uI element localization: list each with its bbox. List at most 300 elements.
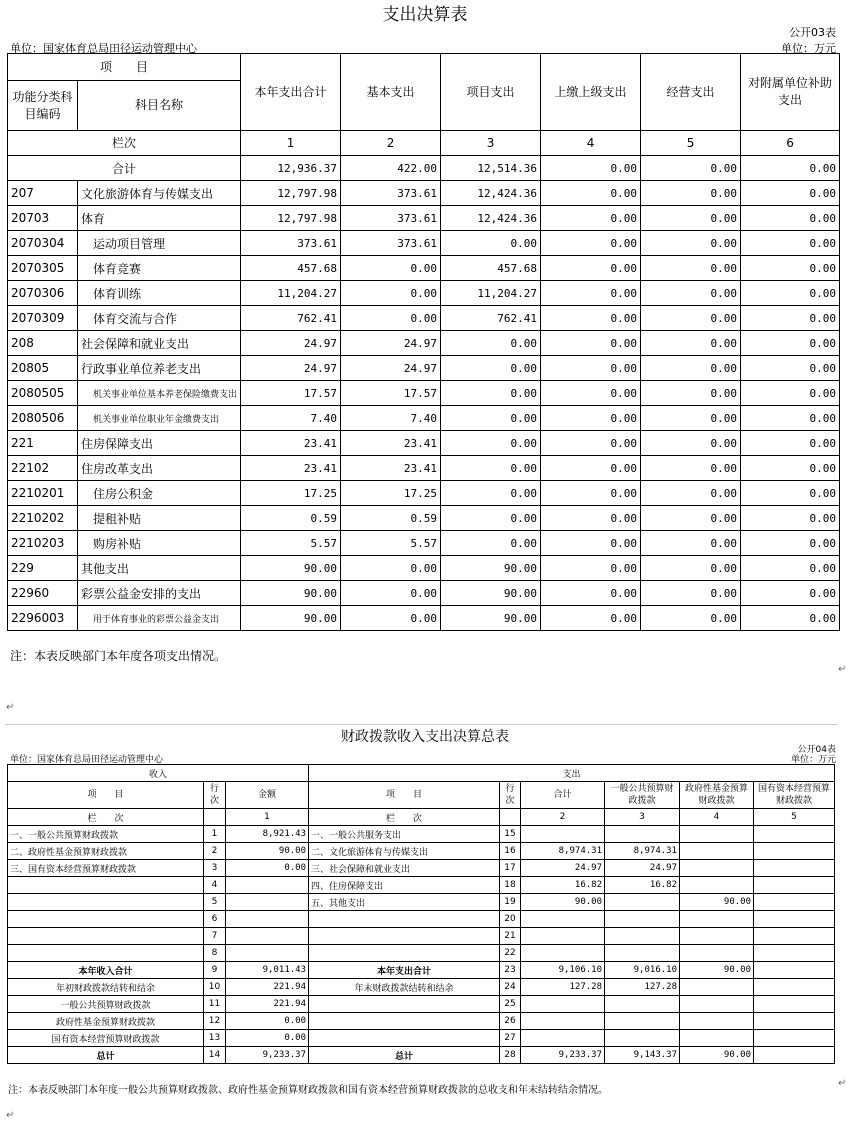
income-amount-cell: 9,233.37 [226,1047,309,1064]
table-row [8,581,840,606]
total-cell: 127.28 [521,979,605,996]
amount-cell: 90.00 [441,606,541,631]
amount-cell: 0.00 [541,531,641,556]
income-item-cell: 总计 [8,1047,204,1064]
amount-cell: 0.00 [641,181,741,206]
gov-fund-cell: 90.00 [680,962,754,979]
table-row [8,356,840,381]
expense-item-cell [309,911,500,928]
line-number-cell: 2 [204,843,226,860]
line-number-cell: 17 [500,860,521,877]
amount-cell: 0.00 [441,356,541,381]
income-item-cell [8,877,204,894]
amount-cell: 457.68 [441,256,541,281]
subject-name-cell: 机关事业单位职业年金缴费支出 [78,406,241,431]
expense-item-cell: 年末财政拨款结转和结余 [309,979,500,996]
amount-cell: 0.00 [541,181,641,206]
lanci-label: 栏 次 [8,809,204,826]
amount-cell: 90.00 [241,606,341,631]
amount-cell: 90.00 [441,581,541,606]
line-number-cell: 16 [500,843,521,860]
state-capital-cell [754,928,835,945]
table-row [8,979,835,996]
amount-cell: 0.00 [541,381,641,406]
total-cell: 0.00 [641,156,741,181]
line-number-cell: 18 [500,877,521,894]
amount-cell: 0.00 [741,456,840,481]
amount-cell: 0.00 [641,531,741,556]
total-cell: 422.00 [341,156,441,181]
line-number-cell: 22 [500,945,521,962]
amount-cell: 0.00 [541,481,641,506]
table-row [8,843,835,860]
income-item-cell: 一、一般公共预算财政拨款 [8,826,204,843]
table-row [8,928,835,945]
amount-cell: 0.00 [541,331,641,356]
income-item-cell [8,928,204,945]
amount-cell: 17.57 [341,381,441,406]
general-budget-cell: 16.82 [605,877,680,894]
gov-fund-cell [680,979,754,996]
line-number-cell: 5 [204,894,226,911]
func-code-cell: 2210202 [8,506,78,531]
paragraph-mark: ↵ [6,702,15,713]
subject-name-cell: 体育 [78,206,241,231]
table-row [8,826,835,843]
table-row [8,331,840,356]
expense-item-cell: 五、其他支出 [309,894,500,911]
amount-cell: 0.00 [541,406,641,431]
table-row [8,1030,835,1047]
total-cell [521,826,605,843]
func-code-cell: 207 [8,181,78,206]
subject-name-cell: 提租补贴 [78,506,241,531]
amount-cell: 17.25 [341,481,441,506]
amount-cell: 0.00 [641,381,741,406]
expense-item-cell [309,996,500,1013]
income-amount-cell [226,945,309,962]
header-col: 上缴上级支出 [541,54,641,131]
gov-fund-cell [680,996,754,1013]
table2-note: 注：本表反映部门本年度一般公共预算财政拨款、政府性基金预算财政拨款和国有资本经营预算财政拨款的总收支和年末结转结余情况。 [8,1085,608,1096]
header-col: 对附属单位补助支出 [741,54,840,131]
subject-name-cell: 购房补贴 [78,531,241,556]
total-cell: 0.00 [541,156,641,181]
amount-cell: 373.61 [341,231,441,256]
table-row [8,431,840,456]
amount-cell: 0.00 [541,356,641,381]
line-number-cell: 21 [500,928,521,945]
expense-item-cell [309,945,500,962]
amount-cell: 0.00 [741,256,840,281]
total-cell [521,945,605,962]
table-row [8,531,840,556]
income-amount-cell [226,877,309,894]
state-capital-cell [754,826,835,843]
gov-fund-cell [680,860,754,877]
func-code-cell: 2070309 [8,306,78,331]
amount-cell: 5.57 [341,531,441,556]
unit-label: 单位：国家体育总局田径运动管理中心 [10,42,197,55]
gov-fund-cell [680,843,754,860]
amount-cell: 23.41 [241,431,341,456]
general-budget-cell: 127.28 [605,979,680,996]
amount-cell: 0.00 [641,431,741,456]
func-code-cell: 2080506 [8,406,78,431]
col-number: 5 [754,809,835,826]
amount-cell: 762.41 [241,306,341,331]
amount-cell: 12,797.98 [241,206,341,231]
income-item-cell: 本年收入合计 [8,962,204,979]
amount-cell: 373.61 [341,181,441,206]
expense-item-cell: 一、一般公共服务支出 [309,826,500,843]
table-row [8,556,840,581]
func-code-cell: 2070306 [8,281,78,306]
expense-item-cell: 四、住房保障支出 [309,877,500,894]
amount-cell: 24.97 [241,356,341,381]
amount-cell: 0.00 [541,456,641,481]
amount-cell: 457.68 [241,256,341,281]
income-item-cell: 年初财政拨款结转和结余 [8,979,204,996]
amount-cell: 0.00 [641,256,741,281]
header-general: 一般公共预算财政拨款 [605,782,680,809]
header-item: 项 目 [309,782,500,809]
func-code-cell: 229 [8,556,78,581]
header-col: 本年支出合计 [241,54,341,131]
amount-cell: 0.00 [541,306,641,331]
amount-cell: 12,424.36 [441,206,541,231]
line-number-cell: 24 [500,979,521,996]
total-cell: 9,106.10 [521,962,605,979]
func-code-cell: 2070304 [8,231,78,256]
amount-cell: 0.00 [641,606,741,631]
gov-fund-cell: 90.00 [680,1047,754,1064]
amount-cell: 0.00 [541,581,641,606]
amount-cell: 0.00 [441,531,541,556]
amount-cell: 0.00 [741,581,840,606]
func-code-cell: 2210201 [8,481,78,506]
amount-cell: 5.57 [241,531,341,556]
amount-cell: 24.97 [341,356,441,381]
table-row [8,894,835,911]
subject-name-cell: 其他支出 [78,556,241,581]
state-capital-cell [754,979,835,996]
table-row [8,181,840,206]
amount-cell: 24.97 [241,331,341,356]
table-row [8,911,835,928]
general-budget-cell [605,826,680,843]
gov-fund-cell [680,928,754,945]
general-budget-cell: 8,974.31 [605,843,680,860]
subject-name-cell: 住房改革支出 [78,456,241,481]
gov-fund-cell [680,911,754,928]
amount-cell: 0.00 [441,456,541,481]
amount-cell: 0.00 [641,581,741,606]
table-row [8,996,835,1013]
state-capital-cell [754,894,835,911]
general-budget-cell: 24.97 [605,860,680,877]
income-item-cell: 国有资本经营预算财政拨款 [8,1030,204,1047]
table-row [8,945,835,962]
amount-cell: 90.00 [241,556,341,581]
income-amount-cell: 9,011.43 [226,962,309,979]
subject-name-cell: 文化旅游体育与传媒支出 [78,181,241,206]
subject-name-cell: 体育训练 [78,281,241,306]
header-item: 项 目 [8,54,241,81]
func-code-cell: 221 [8,431,78,456]
amount-cell: 0.00 [741,556,840,581]
table-row [8,1047,835,1064]
line-number-cell: 26 [500,1013,521,1030]
amount-cell: 0.00 [741,281,840,306]
header-gov-fund: 政府性基金预算财政拨款 [680,782,754,809]
general-budget-cell [605,911,680,928]
expense-item-cell [309,928,500,945]
lanci-label: 栏 次 [309,809,500,826]
gov-fund-cell [680,826,754,843]
line-number-cell: 11 [204,996,226,1013]
line-number-cell: 7 [204,928,226,945]
amount-cell: 0.59 [341,506,441,531]
total-row [8,156,840,181]
func-code-cell: 20703 [8,206,78,231]
currency-unit-label: 单位：万元 [781,42,836,55]
amount-cell: 0.00 [441,406,541,431]
line-number-cell: 6 [204,911,226,928]
income-item-cell: 一般公共预算财政拨款 [8,996,204,1013]
amount-cell: 0.00 [341,306,441,331]
table-row [8,406,840,431]
subject-name-cell: 机关事业单位基本养老保险缴费支出 [78,381,241,406]
income-amount-cell: 221.94 [226,979,309,996]
amount-cell: 12,797.98 [241,181,341,206]
state-capital-cell [754,911,835,928]
header-col: 基本支出 [341,54,441,131]
amount-cell: 0.00 [541,556,641,581]
amount-cell: 0.00 [741,306,840,331]
amount-cell: 0.00 [641,556,741,581]
func-code-cell: 2070305 [8,256,78,281]
line-number-cell: 25 [500,996,521,1013]
amount-cell: 0.00 [641,281,741,306]
income-amount-cell: 0.00 [226,860,309,877]
income-amount-cell [226,894,309,911]
state-capital-cell [754,877,835,894]
amount-cell: 0.59 [241,506,341,531]
total-label: 合计 [8,156,241,181]
table-row [8,306,840,331]
line-number-cell: 28 [500,1047,521,1064]
income-amount-cell: 0.00 [226,1030,309,1047]
header-state-capital: 国有资本经营预算财政拨款 [754,782,835,809]
paragraph-mark: ↵ [838,664,847,675]
amount-cell: 0.00 [541,256,641,281]
amount-cell: 0.00 [341,281,441,306]
func-code-cell: 20805 [8,356,78,381]
func-code-cell: 22102 [8,456,78,481]
header-amount: 金额 [226,782,309,809]
amount-cell: 90.00 [241,581,341,606]
amount-cell: 17.25 [241,481,341,506]
gov-fund-cell [680,1013,754,1030]
line-number-cell: 20 [500,911,521,928]
expense-item-cell [309,1030,500,1047]
general-budget-cell [605,1030,680,1047]
header-col: 项目支出 [441,54,541,131]
subject-name-cell: 体育竞赛 [78,256,241,281]
total-cell: 16.82 [521,877,605,894]
amount-cell: 373.61 [241,231,341,256]
amount-cell: 0.00 [341,256,441,281]
line-number-cell: 15 [500,826,521,843]
amount-cell: 0.00 [641,206,741,231]
subject-name-cell: 体育交流与合作 [78,306,241,331]
fiscal-summary-table [7,764,835,1064]
line-number-cell: 1 [204,826,226,843]
state-capital-cell [754,843,835,860]
amount-cell: 0.00 [541,606,641,631]
gov-fund-cell [680,1030,754,1047]
amount-cell: 0.00 [541,431,641,456]
currency-unit-label: 单位：万元 [790,755,836,765]
income-amount-cell: 90.00 [226,843,309,860]
income-amount-cell: 8,921.43 [226,826,309,843]
general-budget-cell [605,894,680,911]
line-number-cell: 23 [500,962,521,979]
amount-cell: 11,204.27 [441,281,541,306]
col-number: 2 [521,809,605,826]
total-cell [521,1013,605,1030]
expense-item-cell: 三、社会保障和就业支出 [309,860,500,877]
table-row [8,381,840,406]
header-item: 项 目 [8,782,204,809]
general-budget-cell: 9,016.10 [605,962,680,979]
expense-item-cell: 总计 [309,1047,500,1064]
amount-cell: 0.00 [741,481,840,506]
amount-cell: 90.00 [441,556,541,581]
income-amount-cell [226,911,309,928]
income-item-cell: 二、政府性基金预算财政拨款 [8,843,204,860]
total-cell [521,1030,605,1047]
amount-cell: 17.57 [241,381,341,406]
func-code-cell: 22960 [8,581,78,606]
amount-cell: 0.00 [341,556,441,581]
line-number-cell: 27 [500,1030,521,1047]
header-total: 合计 [521,782,605,809]
state-capital-cell [754,860,835,877]
amount-cell: 23.41 [341,456,441,481]
line-number-cell: 8 [204,945,226,962]
table1-note: 注：本表反映部门本年度各项支出情况。 [10,649,227,663]
col-number: 4 [541,131,641,156]
amount-cell: 0.00 [441,506,541,531]
total-cell: 90.00 [521,894,605,911]
total-cell: 8,974.31 [521,843,605,860]
amount-cell: 0.00 [741,431,840,456]
amount-cell: 0.00 [441,431,541,456]
table-row [8,860,835,877]
amount-cell: 0.00 [641,481,741,506]
state-capital-cell [754,1047,835,1064]
amount-cell: 11,204.27 [241,281,341,306]
subject-name-cell: 住房保障支出 [78,431,241,456]
amount-cell: 0.00 [341,581,441,606]
amount-cell: 0.00 [741,406,840,431]
line-number-cell: 12 [204,1013,226,1030]
amount-cell: 0.00 [341,606,441,631]
expense-item-cell [309,1013,500,1030]
amount-cell: 0.00 [641,231,741,256]
general-budget-cell: 9,143.37 [605,1047,680,1064]
income-amount-cell [226,928,309,945]
table-row [8,877,835,894]
table-row [8,1013,835,1030]
general-budget-cell [605,996,680,1013]
page-divider [5,724,837,725]
amount-cell: 0.00 [741,506,840,531]
col-number: 1 [226,809,309,826]
total-cell: 9,233.37 [521,1047,605,1064]
total-cell [521,911,605,928]
header-col: 经营支出 [641,54,741,131]
header-subject-name: 科目名称 [78,81,241,131]
income-item-cell: 三、国有资本经营预算财政拨款 [8,860,204,877]
page-title-fiscal-summary: 财政拨款收入支出决算总表 [341,729,509,745]
income-header: 收入 [8,765,309,782]
page-title-expenditure: 支出决算表 [382,5,468,25]
table-row [8,206,840,231]
line-number-cell: 9 [204,962,226,979]
amount-cell: 373.61 [341,206,441,231]
amount-cell: 0.00 [541,281,641,306]
func-code-cell: 2296003 [8,606,78,631]
amount-cell: 0.00 [641,506,741,531]
gov-fund-cell [680,877,754,894]
total-cell: 12,936.37 [241,156,341,181]
income-amount-cell: 0.00 [226,1013,309,1030]
state-capital-cell [754,962,835,979]
amount-cell: 0.00 [741,231,840,256]
total-cell [521,928,605,945]
col-number: 6 [741,131,840,156]
amount-cell: 0.00 [741,606,840,631]
state-capital-cell [754,945,835,962]
amount-cell: 12,424.36 [441,181,541,206]
gov-fund-cell [680,945,754,962]
subject-name-cell: 行政事业单位养老支出 [78,356,241,381]
table-row [8,456,840,481]
amount-cell: 762.41 [441,306,541,331]
unit-label: 单位：国家体育总局田径运动管理中心 [10,755,164,765]
amount-cell: 7.40 [341,406,441,431]
total-cell: 24.97 [521,860,605,877]
total-cell: 0.00 [741,156,840,181]
state-capital-cell [754,996,835,1013]
table-row [8,606,840,631]
gov-fund-cell: 90.00 [680,894,754,911]
amount-cell: 0.00 [741,356,840,381]
amount-cell: 0.00 [541,231,641,256]
amount-cell: 0.00 [741,206,840,231]
general-budget-cell [605,928,680,945]
general-budget-cell [605,945,680,962]
amount-cell: 23.41 [341,431,441,456]
income-item-cell [8,945,204,962]
paragraph-mark: ↵ [6,1110,15,1121]
expenditure-table [7,53,840,631]
line-number-cell: 4 [204,877,226,894]
subject-name-cell: 住房公积金 [78,481,241,506]
